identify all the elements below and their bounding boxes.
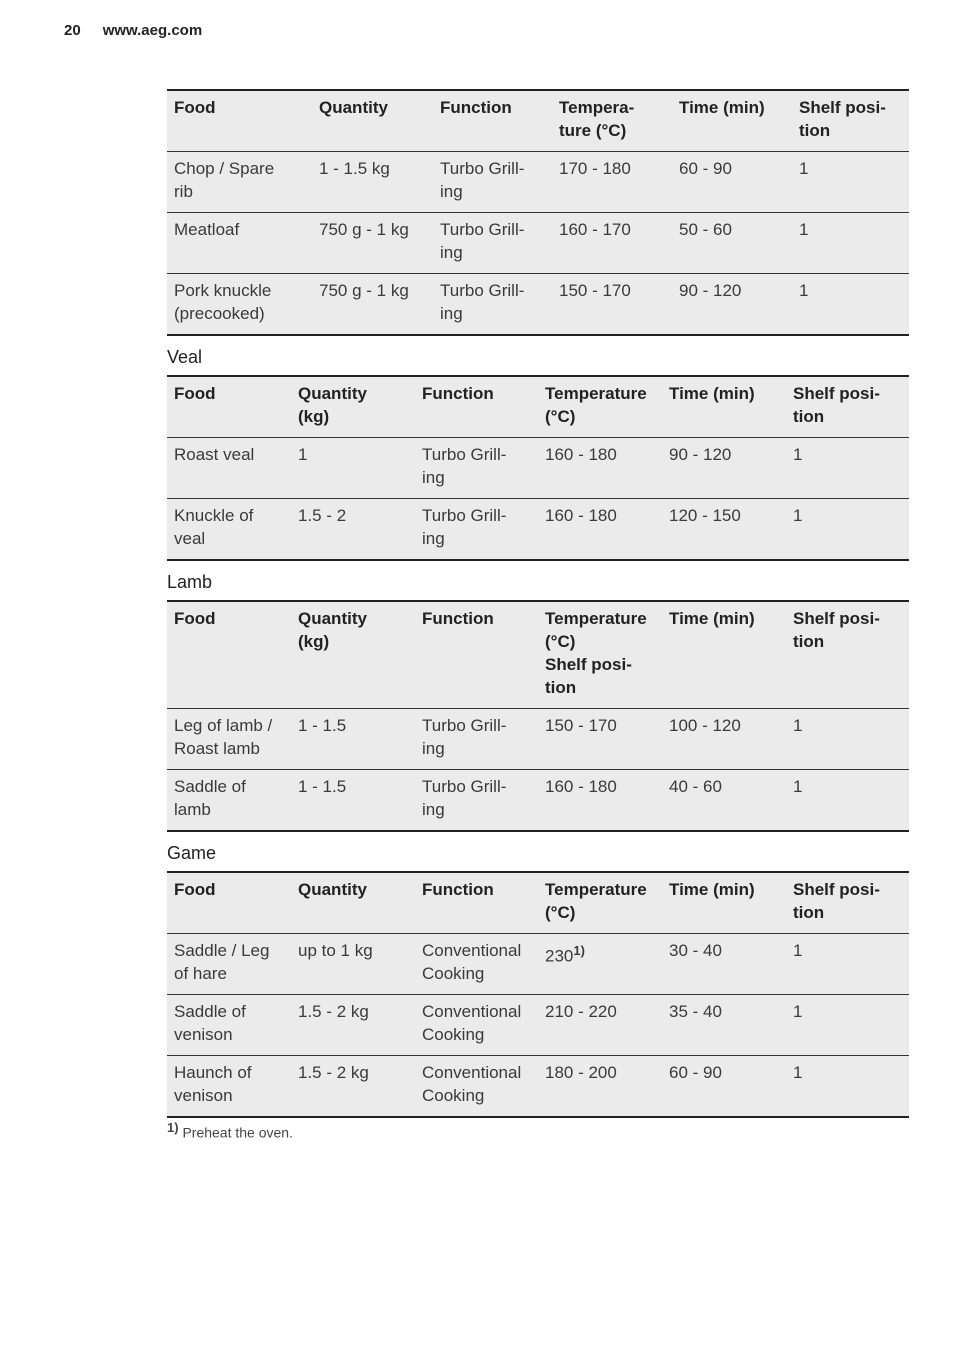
cell: Haunch of venison — [174, 1063, 252, 1105]
cell: 35 - 40 — [669, 1002, 722, 1021]
table-row — [167, 995, 909, 1056]
cell: 160 - 180 — [545, 777, 617, 796]
cell: 170 - 180 — [559, 159, 631, 178]
cell: up to 1 kg — [298, 941, 373, 960]
column-header: Food — [174, 98, 216, 117]
cell: 1 — [793, 1002, 803, 1021]
table-row — [167, 438, 909, 499]
section-title-game: Game — [167, 843, 217, 863]
veal-table — [167, 375, 909, 561]
cell: Turbo Grill- ing — [422, 445, 507, 487]
column-header: Time (min) — [669, 880, 755, 899]
cell: 1 - 1.5 kg — [319, 159, 390, 178]
column-header: Function — [440, 98, 512, 117]
section-title-veal: Veal — [167, 347, 203, 367]
cell: 1 — [793, 506, 803, 525]
cell: 160 - 180 — [545, 506, 617, 525]
game-table — [167, 871, 909, 1118]
cell: 1 — [793, 1063, 803, 1082]
cell: Turbo Grill- ing — [422, 777, 507, 819]
column-header: Shelf posi- tion — [793, 880, 880, 922]
cell: Knuckle of veal — [174, 506, 254, 548]
column-header: Food — [174, 609, 216, 628]
cell: 1 — [793, 445, 803, 464]
table-header-row — [167, 601, 909, 709]
column-header: Temperature (°C) Shelf posi- tion — [545, 609, 647, 697]
cell: 30 - 40 — [669, 941, 722, 960]
lamb-table — [167, 600, 909, 832]
column-header: Time (min) — [669, 609, 755, 628]
cell: 1 — [793, 941, 803, 960]
section-title-lamb: Lamb — [167, 572, 213, 592]
cell: 180 - 200 — [545, 1063, 617, 1082]
pork-table — [167, 89, 909, 336]
table-row — [167, 274, 909, 336]
cell: Turbo Grill- ing — [440, 220, 525, 262]
column-header: Function — [422, 880, 494, 899]
column-header: Function — [422, 609, 494, 628]
cell: 60 - 90 — [679, 159, 732, 178]
cell: Chop / Spare rib — [174, 159, 275, 201]
table-row — [167, 770, 909, 832]
cell: 1 — [799, 281, 809, 300]
cell: Roast veal — [174, 445, 255, 464]
cell: 750 g - 1 kg — [319, 281, 409, 300]
cell — [538, 934, 662, 995]
column-header: Shelf posi- tion — [793, 384, 880, 426]
content — [167, 89, 909, 1141]
column-header: Time (min) — [669, 384, 755, 403]
cell: 120 - 150 — [669, 506, 741, 525]
cell: 40 - 60 — [669, 777, 722, 796]
cell: 50 - 60 — [679, 220, 732, 239]
column-header: Temperature (°C) — [545, 880, 647, 922]
cell: 1 — [298, 445, 308, 464]
cell: 1.5 - 2 kg — [298, 1063, 369, 1082]
table-header-row — [167, 90, 909, 152]
cell: 150 - 170 — [545, 716, 617, 735]
table-row — [167, 1056, 909, 1118]
cell: Conventional Cooking — [422, 1002, 522, 1044]
cell: Saddle / Leg of hare — [174, 941, 270, 983]
column-header: Quantity — [319, 98, 388, 117]
cell: Saddle of lamb — [174, 777, 246, 819]
cell: 160 - 180 — [545, 445, 617, 464]
cell: 90 - 120 — [669, 445, 732, 464]
column-header: Quantity — [298, 880, 367, 899]
cell: 1.5 - 2 kg — [298, 1002, 369, 1021]
site-url: www.aeg.com — [102, 22, 203, 39]
cell: 150 - 170 — [559, 281, 631, 300]
column-header: Shelf posi- tion — [799, 98, 886, 140]
temperature-value: 230 — [545, 946, 574, 966]
footnote-reference: 1) — [573, 943, 585, 958]
cell: 1 - 1.5 — [298, 716, 347, 735]
column-header: Quantity (kg) — [298, 609, 367, 651]
cell: 1.5 - 2 — [298, 506, 347, 525]
table-row — [167, 499, 909, 561]
footnote — [167, 1120, 909, 1141]
cell: 1 — [793, 777, 803, 796]
page-number: 20 — [64, 22, 81, 39]
cell: Conventional Cooking — [422, 941, 522, 983]
cell: 100 - 120 — [669, 716, 741, 735]
cell: Turbo Grill- ing — [440, 159, 525, 201]
cell: Turbo Grill- ing — [440, 281, 525, 323]
cell: 1 — [793, 716, 803, 735]
cell: 90 - 120 — [679, 281, 742, 300]
cell: Turbo Grill- ing — [422, 716, 507, 758]
table-row — [167, 934, 909, 995]
cell: 750 g - 1 kg — [319, 220, 409, 239]
cell: 210 - 220 — [545, 1002, 617, 1021]
table-header-row — [167, 376, 909, 438]
cell: 60 - 90 — [669, 1063, 722, 1082]
column-header: Shelf posi- tion — [793, 609, 880, 651]
cell: 160 - 170 — [559, 220, 631, 239]
cell: Leg of lamb / Roast lamb — [174, 716, 273, 758]
cell: Meatloaf — [174, 220, 240, 239]
cell: 1 - 1.5 — [298, 777, 347, 796]
cell: Pork knuckle (precooked) — [174, 281, 272, 323]
column-header: Food — [174, 880, 216, 899]
column-header: Temperature (°C) — [545, 384, 647, 426]
table-row — [167, 213, 909, 274]
column-header: Function — [422, 384, 494, 403]
column-header: Food — [174, 384, 216, 403]
page-header — [64, 22, 202, 39]
footnote-text: Preheat the oven. — [182, 1124, 293, 1141]
column-header: Tempera- ture (°C) — [559, 98, 635, 140]
column-header: Quantity (kg) — [298, 384, 367, 426]
cell: 1 — [799, 220, 809, 239]
table-header-row — [167, 872, 909, 934]
cell: 1 — [799, 159, 809, 178]
footnote-marker: 1) — [167, 1120, 179, 1135]
cell: Saddle of venison — [174, 1002, 246, 1044]
cell: Turbo Grill- ing — [422, 506, 507, 548]
column-header: Time (min) — [679, 98, 765, 117]
table-row — [167, 152, 909, 213]
table-row — [167, 709, 909, 770]
cell: Conventional Cooking — [422, 1063, 522, 1105]
